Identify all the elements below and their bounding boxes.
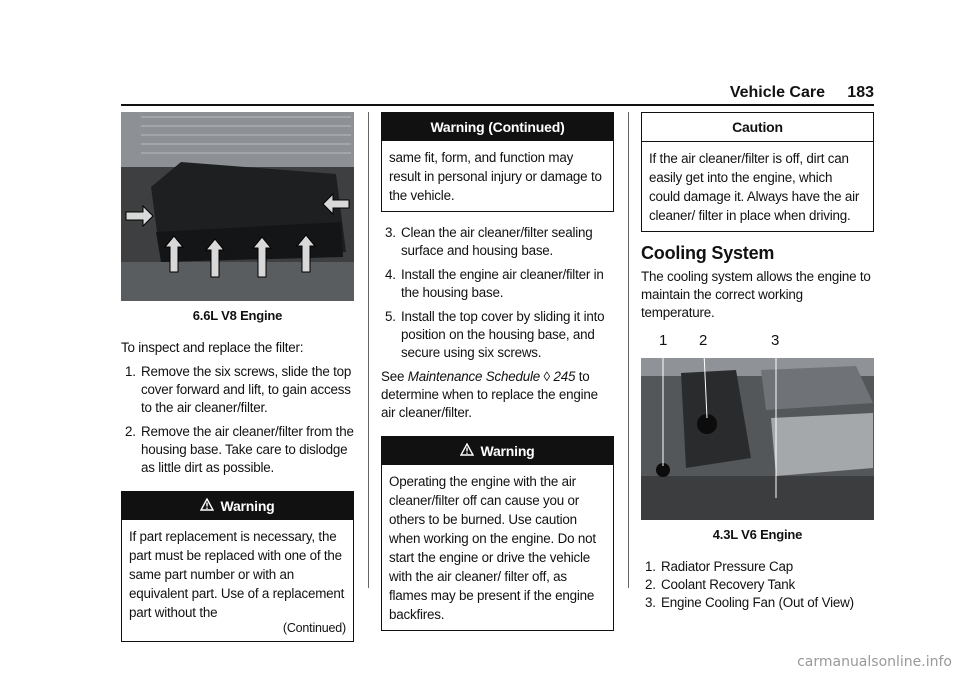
warning-triangle-icon [460, 442, 474, 460]
step-number: 3. [385, 225, 396, 240]
section-heading-cooling: Cooling System [641, 243, 775, 263]
filter-steps-1 [121, 363, 354, 477]
filter-steps-2 [381, 224, 614, 362]
figure-callouts [641, 332, 874, 350]
page-ref-icon: ◊ [543, 369, 550, 384]
warning-triangle-icon [200, 497, 214, 515]
column-divider-left [368, 112, 369, 588]
filter-intro: To inspect and replace the filter: [121, 340, 304, 355]
item-number: 3. [645, 595, 656, 610]
warning-title: Warning [480, 443, 535, 459]
see-suffix: to determine when to replace the engine air cleaner/filter. [381, 369, 598, 420]
column-3 [641, 112, 874, 612]
column-divider-right [628, 112, 629, 588]
see-prefix: See [381, 369, 408, 384]
callout-number: 3 [771, 332, 780, 349]
step-text: Remove the six screws, slide the top cover forward and lift, to gain access to the air cleaner/filter. [141, 364, 352, 415]
running-header-title: Vehicle Care [729, 84, 825, 101]
step-text: Remove the air cleaner/filter from the housing base. Take care to dislodge as little dirt as possible. [141, 424, 354, 475]
step-number: 2. [125, 424, 136, 439]
item-number: 1. [645, 559, 656, 574]
maintenance-schedule-link[interactable] [408, 369, 575, 384]
cooling-component-list [641, 558, 874, 612]
watermark: carmanualsonline.info [797, 654, 952, 670]
warning-text: If part replacement is necessary, the part must be replaced with one of the same part number or with an equivalent part. Use of a replacement part without the [129, 529, 345, 620]
warning-box-burn [381, 436, 614, 631]
warning-header [382, 437, 613, 465]
list-item [381, 266, 614, 302]
step-number: 4. [385, 267, 396, 282]
warning-body: same fit, form, and function may result in personal injury or damage to the vehicle. [389, 150, 602, 203]
list-item [641, 594, 874, 612]
callout-number: 2 [699, 332, 708, 349]
list-item [381, 224, 614, 260]
warning-header: Warning (Continued) [382, 113, 613, 141]
cooling-photo-illustration [641, 358, 874, 520]
item-text: Radiator Pressure Cap [661, 559, 794, 574]
caution-header: Caution [642, 113, 873, 142]
item-number: 2. [645, 577, 656, 592]
header-rule [121, 104, 874, 106]
figure-caption-v8: 6.6L V8 Engine [192, 308, 283, 323]
page-number: 183 [847, 84, 874, 101]
link-text: Maintenance Schedule [407, 369, 540, 384]
item-text: Coolant Recovery Tank [661, 577, 795, 592]
caution-body: If the air cleaner/filter is off, dirt can easily get into the engine, which could damage it. Always have the air cleaner/ filter in place when driving. [649, 151, 860, 223]
warning-body [122, 520, 353, 641]
figure-caption-v6: 4.3L V6 Engine [712, 527, 803, 542]
list-item [381, 308, 614, 362]
item-text: Engine Cooling Fan (Out of View) [661, 595, 854, 610]
step-number: 5. [385, 309, 396, 324]
link-page: 245 [553, 369, 576, 384]
caution-box [641, 112, 874, 232]
engine-photo-illustration [121, 112, 354, 301]
warning-box-continued [381, 112, 614, 212]
step-text: Install the engine air cleaner/filter in the housing base. [401, 267, 604, 300]
warning-box-replacement [121, 491, 354, 642]
warning-header [122, 492, 353, 520]
step-text: Install the top cover by sliding it into position on the housing base, and secure using six screws. [401, 309, 605, 360]
column-1 [121, 112, 354, 650]
maintenance-reference [381, 368, 614, 422]
list-item [641, 576, 874, 594]
warning-body: Operating the engine with the air cleaner/filter off can cause you or others to be burned. Use caution when working on the engine. Do not start the engine or drive the vehicle with the air cleaner/ filter off, as flames may be present if the engine backfires. [389, 474, 596, 622]
list-item [121, 423, 354, 477]
cooling-intro: The cooling system allows the engine to maintain the correct working temperature. [641, 269, 871, 320]
step-text: Clean the air cleaner/filter sealing surface and housing base. [401, 225, 593, 258]
column-2 [381, 112, 614, 639]
step-number: 1. [125, 364, 136, 379]
callout-number: 1 [659, 332, 668, 349]
cooling-system-photo [641, 358, 874, 520]
continued-label: (Continued) [282, 621, 346, 635]
engine-air-filter-photo [121, 112, 354, 301]
list-item [121, 363, 354, 417]
warning-title: Warning [220, 498, 275, 514]
list-item [641, 558, 874, 576]
